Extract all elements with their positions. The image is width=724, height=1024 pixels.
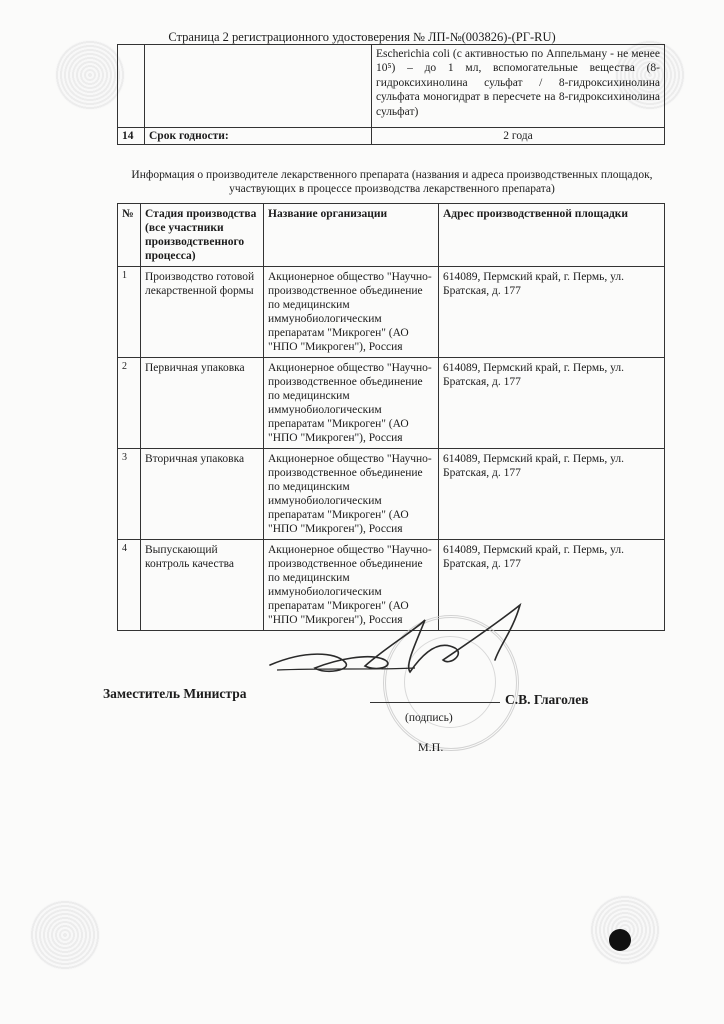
- handwritten-signature: [265, 590, 565, 690]
- continuation-table: [117, 44, 665, 145]
- signature-caption: (подпись): [405, 712, 453, 724]
- stage-cell: Первичная упаковка: [141, 358, 264, 449]
- row-number: 3: [118, 449, 141, 540]
- signatory-title: Заместитель Министра: [103, 686, 247, 701]
- table-row: [118, 267, 665, 358]
- organization-cell: Акционерное общество "Научно-производственное объединение по медицинским иммунобиологическим препаратам "Микроген" (АО "НПО "Микроген"), Россия: [264, 267, 439, 358]
- manufacturer-table: [117, 203, 665, 631]
- column-header-stage: Стадия производства (все участники производственного процесса): [141, 204, 264, 267]
- address-cell: 614089, Пермский край, г. Пермь, ул. Братская, д. 177: [439, 449, 665, 540]
- stage-cell: Выпускающий контроль качества: [141, 540, 264, 631]
- organization-cell: Акционерное общество "Научно-производственное объединение по медицинским иммунобиологическим препаратам "Микроген" (АО "НПО "Микроген"), Россия: [264, 540, 439, 631]
- row-number: 14: [118, 128, 145, 145]
- address-cell: 614089, Пермский край, г. Пермь, ул. Братская, д. 177: [439, 267, 665, 358]
- punch-hole-icon: [609, 929, 631, 951]
- table-row: [118, 358, 665, 449]
- signatory-name: С.В. Глаголев: [505, 692, 589, 707]
- page-header: Страница 2 регистрационного удостоверения № ЛП-№(003826)-(РГ-RU): [168, 30, 556, 44]
- composition-text: Escherichia coli (с активностью по Аппельману - не менее 10⁵) – до 1 мл, вспомогательные вещества (8-гидроксихинолина сульфат / 8-гидроксихинолина сульфата моногидрат в пересчете на 8-гидроксихинолина сульфат): [372, 45, 665, 128]
- security-rosette-icon: [30, 900, 100, 970]
- table-row: [118, 449, 665, 540]
- manufacturer-info-text: Информация о производителе лекарственного препарата (названия и адреса производственных площадок, участвующих в процессе производства лекарственного препарата): [131, 169, 653, 196]
- column-header-number: №: [118, 204, 141, 267]
- organization-cell: Акционерное общество "Научно-производственное объединение по медицинским иммунобиологическим препаратам "Микроген" (АО "НПО "Микроген"), Россия: [264, 449, 439, 540]
- row-number: 1: [118, 267, 141, 358]
- shelf-life-value: 2 года: [372, 128, 665, 145]
- shelf-life-label: Срок годности:: [145, 128, 372, 145]
- organization-cell: Акционерное общество "Научно-производственное объединение по медицинским иммунобиологическим препаратам "Микроген" (АО "НПО "Микроген"), Россия: [264, 358, 439, 449]
- signature-line: [370, 702, 500, 703]
- table-row: [118, 128, 665, 145]
- security-rosette-icon: [55, 40, 125, 110]
- stage-cell: Вторичная упаковка: [141, 449, 264, 540]
- table-header-row: [118, 204, 665, 267]
- stage-cell: Производство готовой лекарственной формы: [141, 267, 264, 358]
- address-cell: 614089, Пермский край, г. Пермь, ул. Братская, д. 177: [439, 540, 665, 631]
- seal-place-label: М.П.: [418, 740, 444, 754]
- column-header-address: Адрес производственной площадки: [439, 204, 665, 267]
- address-cell: 614089, Пермский край, г. Пермь, ул. Братская, д. 177: [439, 358, 665, 449]
- row-number: 4: [118, 540, 141, 631]
- row-number: 2: [118, 358, 141, 449]
- table-row: [118, 45, 665, 128]
- column-header-organization: Название организации: [264, 204, 439, 267]
